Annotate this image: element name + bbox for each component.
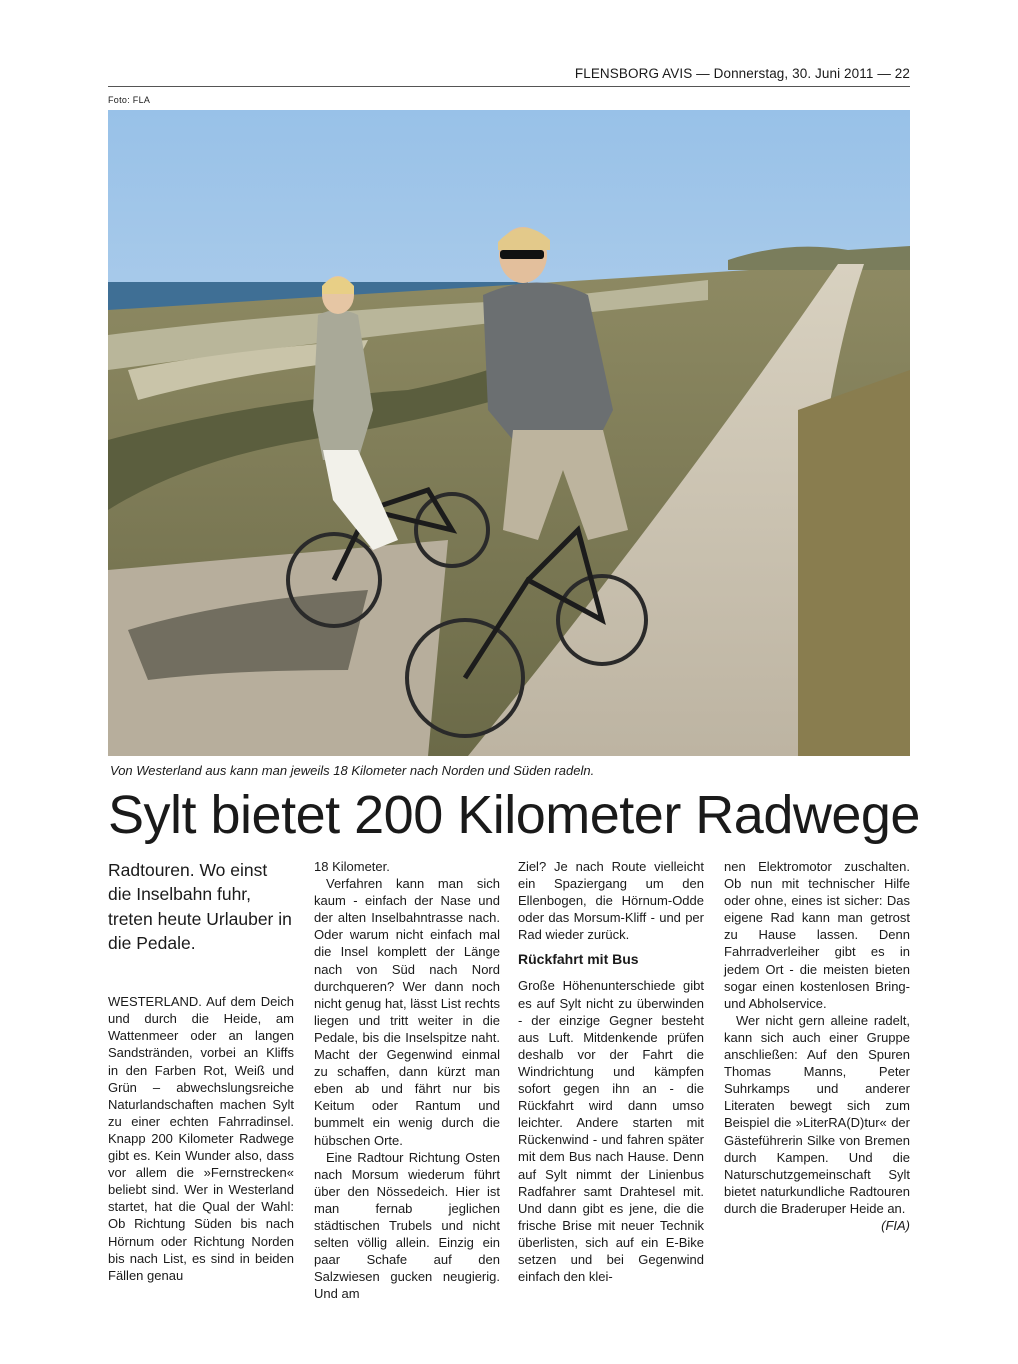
- paragraph: [724, 1012, 910, 1233]
- header-rule: [108, 86, 910, 87]
- column-1: [108, 858, 294, 1284]
- paragraph: Ziel? Je nach Route vielleicht ein Spaziergang um den Ellenbogen, die Hörnum-Odde oder das Morsum-Kliff - und per Rad wieder zurück.: [518, 859, 704, 943]
- paragraph-text: Wer nicht gern alleine radelt, kann sich auch einer Gruppe anschließen: Auf den Spuren Thomas Manns, Peter Suhrkamps und anderer Literaten bewegt sich zum Beispiel die »LiterRA(D)tur« der Gästeführerin Silke von Bremen durch Kampen. Und die Naturschutzgemeinschaft Sylt bietet naturkundliche Radtouren durch die Braderuper Heide an.: [724, 1012, 910, 1216]
- cyclists-photo: [108, 110, 910, 756]
- author-initials: (FIA): [881, 1217, 910, 1233]
- photo-caption: Von Westerland aus kann man jeweils 18 Kilometer nach Norden und Süden radeln.: [110, 763, 595, 778]
- page-header: FLENSBORG AVIS — Donnerstag, 30. Juni 2011 — 22: [574, 66, 910, 81]
- subheading: Rückfahrt mit Bus: [518, 951, 639, 968]
- photo-credit: Foto: FLA: [108, 95, 151, 105]
- paragraph: Verfahren kann man sich kaum - einfach der Nase und der alten Inselbahntrasse nach. Oder warum nicht einfach mal die Insel komplett der Länge nach von Süd nach Nord durchqueren? Wer dann noch nicht genug hat, lässt List rechts liegen und tritt weiter in die Pedale, bis die Inselspitze naht. Macht der Gegenwind einmal zu schaffen, dann kürzt man eben ab und fährt nur bis Keitum oder Rantum und bummelt ein wenig durch die hübschen Orte.: [314, 876, 500, 1148]
- headline: Sylt bietet 200 Kilometer Radwege: [108, 785, 920, 845]
- lead-text: Radtouren. Wo einst die Inselbahn fuhr, treten heute Urlauber in die Pedale.: [108, 860, 292, 953]
- article-photo: [108, 110, 910, 756]
- paragraph: Große Höhenunterschiede gibt es auf Sylt nicht zu überwinden - der einzige Gegner besteht aus Luft. Mitdenkende prüfen deshalb vor der Fahrt die Windrichtung und kämpfen sofort gegen ihn an - die Rückfahrt wird dann umso leichter. Andere starten mit Rückenwind - und fahren später mit dem Bus nach Hause. Denn auf Sylt nimmt der Linienbus Radfahrer samt Drahtesel mit. Und dann gibt es jene, die die frische Brise mit neuer Technik überlisten, sich auf ein E-Bike setzen und bei Gegenwind einfach den klei-: [518, 978, 704, 1285]
- column-3: [518, 858, 704, 1285]
- paragraph: WESTERLAND. Auf dem Deich und durch die Heide, am Wattenmeer oder an langen Sandstränden, vorbei an Kliffs in den Farben Rot, Weiß und Grün – abwechslungsreiche Naturlandschaften machen Sylt zu einer echten Fahrradinsel. Knapp 200 Kilometer Radwege gibt es. Kein Wunder also, dass vor allem die »Fernstrecken« beliebt sind. Wer in Westerland startet, hat die Qual der Wahl: Ob Richtung Süden bis nach Hörnum oder Richtung Norden bis nach List, es sind in beiden Fällen genau: [108, 994, 294, 1283]
- paragraph: 18 Kilometer.: [314, 859, 390, 874]
- paragraph: Eine Radtour Richtung Osten nach Morsum wiederum führt über den Nössedeich. Hier ist man fernab jeglichen städtischen Trubels und nicht selten völlig allein. Einzig ein paar Schafe auf den Salzwiesen gucken neugierig. Und am: [314, 1149, 500, 1302]
- column-2: [314, 858, 500, 1302]
- paragraph: nen Elektromotor zuschalten. Ob nun mit technischer Hilfe oder ohne, eines ist sicher: Das eigene Rad kann man getrost zu Hause lassen. Denn Fahrradverleiher gibt es in jedem Ort - die meisten bieten sogar einen kostenlosen Bring- und Abholservice.: [724, 859, 910, 1011]
- column-4: [724, 858, 910, 1234]
